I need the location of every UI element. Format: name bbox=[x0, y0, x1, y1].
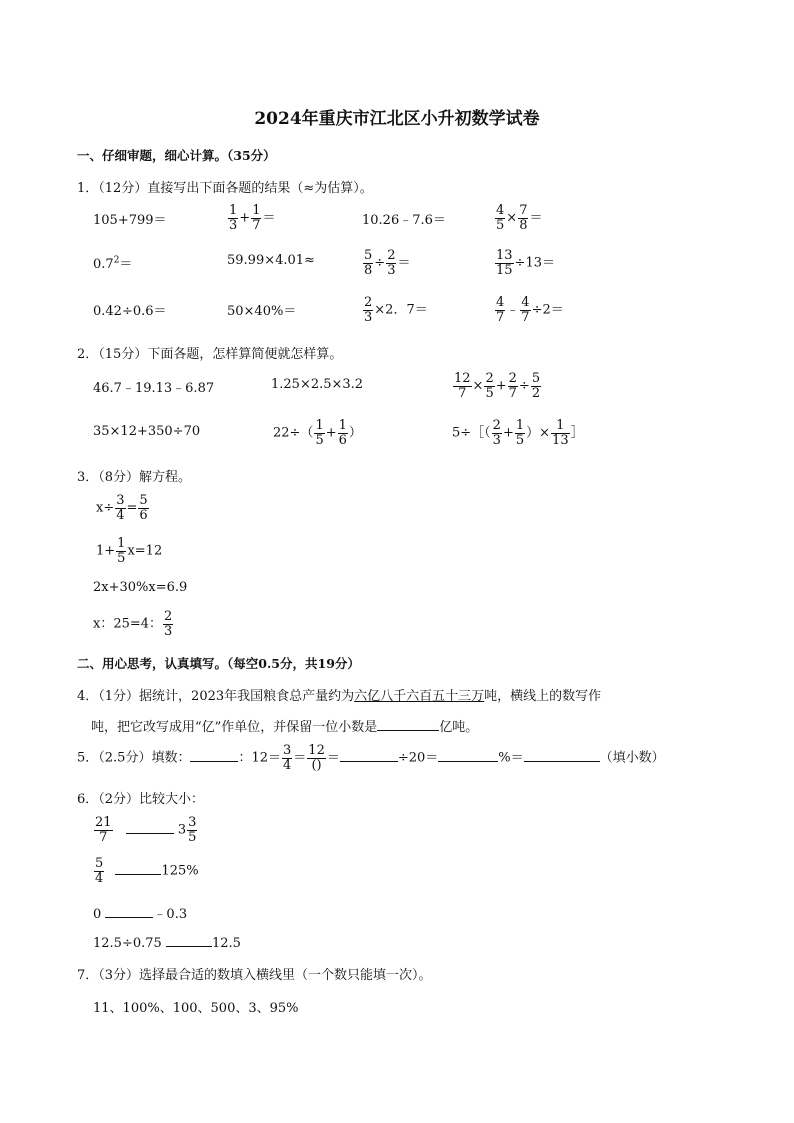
q2-item-a: 46.7﹣19.13﹣6.87 bbox=[93, 381, 215, 396]
answer-blank[interactable] bbox=[190, 749, 238, 762]
q3-item-d: x：25=4： $\frac{2}{3}$ bbox=[93, 609, 173, 639]
q1-item-g: $\frac{5}{8}$ ÷ $\frac{2}{3}$ ＝ bbox=[364, 248, 411, 278]
q6-item-b: $\frac{5}{4}$ 125% bbox=[95, 856, 199, 886]
q3-item-c: 2x+30%x=6.9 bbox=[93, 580, 188, 595]
question-2-heading: 2．（15分）下面各题，怎样算简便就怎样算。 bbox=[77, 347, 343, 362]
answer-blank[interactable] bbox=[524, 749, 600, 762]
answer-blank[interactable] bbox=[105, 905, 153, 918]
question-7-heading: 7．（3分）选择最合适的数填入横线里（一个数只能填一次）。 bbox=[77, 968, 432, 983]
q6-item-c: 0 ﹣0.3 bbox=[93, 907, 188, 922]
q1-item-e: $0.7^2=$ bbox=[93, 255, 133, 272]
page-title: 2024年重庆市江北区小升初数学试卷 bbox=[254, 109, 540, 129]
q2-item-b: 1.25×2.5×3.2 bbox=[271, 377, 364, 392]
q1-item-k: $\frac{2}{3}$ ×2．7＝ bbox=[364, 295, 428, 325]
answer-blank[interactable] bbox=[166, 934, 212, 947]
question-5: 5．（2.5分）填数： ：12＝ $\frac{3}{4}$ ＝ $\frac{12}{()}$ ＝ ÷20＝ %＝ （填小数） bbox=[77, 743, 665, 773]
q1-item-d: $\frac{4}{5}$ × $\frac{7}{8}$ ＝ bbox=[496, 203, 543, 233]
q2-item-c: $\frac{12}{7}$ × $\frac{2}{5}$ + $\frac{2}{7}$ ÷ $\frac{5}{2}$ bbox=[454, 371, 541, 401]
answer-blank[interactable] bbox=[438, 749, 498, 762]
section-heading-2: 二、用心思考，认真填写。（每空0.5分，共19分） bbox=[77, 656, 360, 671]
answer-blank[interactable] bbox=[115, 862, 161, 875]
question-3-heading: 3．（8分）解方程。 bbox=[77, 470, 192, 485]
q1-item-h: $\frac{13}{15}$ ÷13＝ bbox=[496, 248, 555, 278]
q1-item-j: 50×40%＝ bbox=[227, 304, 297, 319]
question-6-heading: 6．（2分）比较大小： bbox=[77, 792, 205, 807]
q7-number-list: 11、100%、100、500、3、95% bbox=[93, 1001, 299, 1016]
q1-item-c: 10.26﹣7.6＝ bbox=[362, 213, 446, 228]
q1-item-l: $\frac{4}{7}$ ﹣ $\frac{4}{7}$ ÷2＝ bbox=[496, 295, 564, 325]
q1-item-f: 59.99×4.01≈ bbox=[227, 253, 315, 268]
answer-blank[interactable] bbox=[377, 718, 439, 731]
q1-item-i: 0.42÷0.6＝ bbox=[93, 304, 167, 319]
section-heading-1: 一、仔细审题，细心计算。（35分） bbox=[77, 148, 276, 163]
q3-item-b: 1+ $\frac{1}{5}$ x=12 bbox=[96, 536, 163, 566]
question-1-heading: 1．（12分）直接写出下面各题的结果（≈为估算）。 bbox=[77, 181, 373, 196]
question-4-line-2: 吨，把它改写成用“亿”作单位，并保留一位小数是 亿吨。 bbox=[91, 720, 479, 735]
q2-item-f: 5÷［（ $\frac{2}{3}$ + $\frac{1}{5}$ ）× $\frac{1}{13}$ ］ bbox=[452, 418, 584, 448]
q1-item-a: 105+799＝ bbox=[93, 213, 167, 228]
answer-blank[interactable] bbox=[126, 821, 174, 834]
q1-item-b: $\frac{1}{3}$ + $\frac{1}{7}$ ＝ bbox=[229, 203, 276, 233]
question-4-line-1: 4．（1分）据统计，2023年我国粮食总产量约为六亿八千六百五十三万吨，横线上的数写作 bbox=[77, 689, 602, 704]
q2-item-d: 35×12+350÷70 bbox=[93, 424, 201, 439]
q6-item-d: 12.5÷0.75 12.5 bbox=[93, 936, 241, 951]
q2-item-e: 22÷（ $\frac{1}{5}$ + $\frac{1}{6}$ ） bbox=[273, 418, 362, 448]
q3-item-a: x÷ $\frac{3}{4}$ = $\frac{5}{6}$ bbox=[96, 493, 148, 523]
q6-item-a: $\frac{21}{7}$ 3 $\frac{3}{5}$ bbox=[95, 815, 197, 845]
answer-blank[interactable] bbox=[340, 749, 398, 762]
